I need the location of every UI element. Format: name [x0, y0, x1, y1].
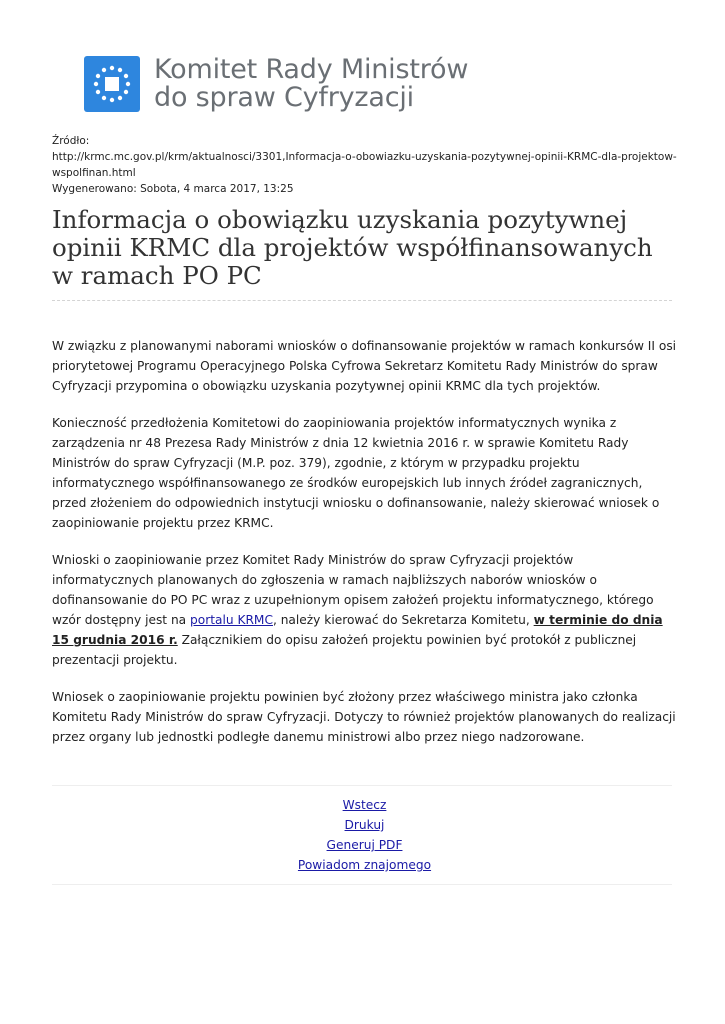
article-title: Informacja o obowiązku uzyskania pozytywnej opinii KRMC dla projektów współfinansowanych w ramach PO PC [52, 205, 653, 290]
back-link[interactable]: Wstecz [342, 798, 387, 812]
title-divider [52, 300, 672, 301]
logo-line-1: Komitet Rady Ministrów [154, 54, 469, 85]
generate-pdf-link[interactable]: Generuj PDF [326, 838, 403, 852]
site-logo-text [154, 56, 468, 112]
site-header [84, 56, 468, 112]
print-link[interactable]: Drukuj [344, 818, 385, 832]
source-label: Źródło: [52, 135, 90, 147]
paragraph-3-text-b: , należy kierować do Sekretarza Komitetu, [272, 613, 534, 627]
paragraph-1: W związku z planowanymi naborami wniosków o dofinansowanie projektów w ramach konkursów II osi priorytetowej Programu Operacyjnego Polska Cyfrowa Sekretarz Komitetu Rady Ministrów do spraw Cyfryzacji przypomina o obowiązku uzyskania pozytywnej opinii KRMC dla tych projektów. [52, 339, 677, 393]
source-metadata [52, 133, 677, 197]
paragraph-3-text-c: Załącznikiem do opisu założeń projektu powinien być protokół z publicznej prezentacji projektu. [52, 633, 637, 667]
paragraph-4: Wniosek o zaopiniowanie projektu powinien być złożony przez właściwego ministra jako członka Komitetu Rady Ministrów do spraw Cyfryzacji. Dotyczy to również projektów planowanych do realizacji przez organy lub jednostki podległe danemu ministrowi albo przez niego nadzorowane. [52, 690, 676, 744]
logo-line-2: do spraw Cyfryzacji [154, 82, 414, 113]
links-bottom-divider [52, 884, 672, 885]
government-emblem-icon [84, 56, 140, 112]
paragraph-3-text-a: Wnioski o zaopiniowanie przez Komitet Rady Ministrów do spraw Cyfryzacji projektów informatycznych planowanych do zgłoszenia w ramach najbliższych naborów wniosków o dofinansowanie do PO PC wraz z uzupełnionym opisem założeń projektu informatycznego, którego wzór dostępny jest na [52, 553, 654, 627]
source-url: http://krmc.mc.gov.pl/krm/aktualnosci/3301,Informacja-o-obowiazku-uzyskania-pozytywnej-opinii-KRMC-dla-projektow-wspolfinan.html [52, 151, 677, 179]
notify-friend-link[interactable]: Powiadom znajomego [297, 858, 432, 872]
links-top-divider [52, 785, 672, 786]
generated-date: Wygenerowano: Sobota, 4 marca 2017, 13:25 [52, 183, 294, 195]
article-body [52, 336, 677, 764]
page-actions [52, 795, 677, 875]
deadline-text: w terminie do dnia 15 grudnia 2016 r. [52, 613, 663, 647]
paragraph-3 [52, 550, 677, 670]
paragraph-2: Konieczność przedłożenia Komitetowi do zaopiniowania projektów informatycznych wynika z zarządzenia nr 48 Prezesa Rady Ministrów z dnia 12 kwietnia 2016 r. w sprawie Komitetu Rady Ministrów do spraw Cyfryzacji (M.P. poz. 379), zgodnie, z którym w przypadku projektu informatycznego współfinansowanego ze środków europejskich lub innych źródeł zagranicznych, przed złożeniem do odpowiednich instytucji wniosku o dofinansowanie, należy skierować wniosek o zaopiniowanie projektu przez KRMC. [52, 416, 660, 530]
krmc-portal-link[interactable]: portalu KRMC [190, 613, 273, 627]
